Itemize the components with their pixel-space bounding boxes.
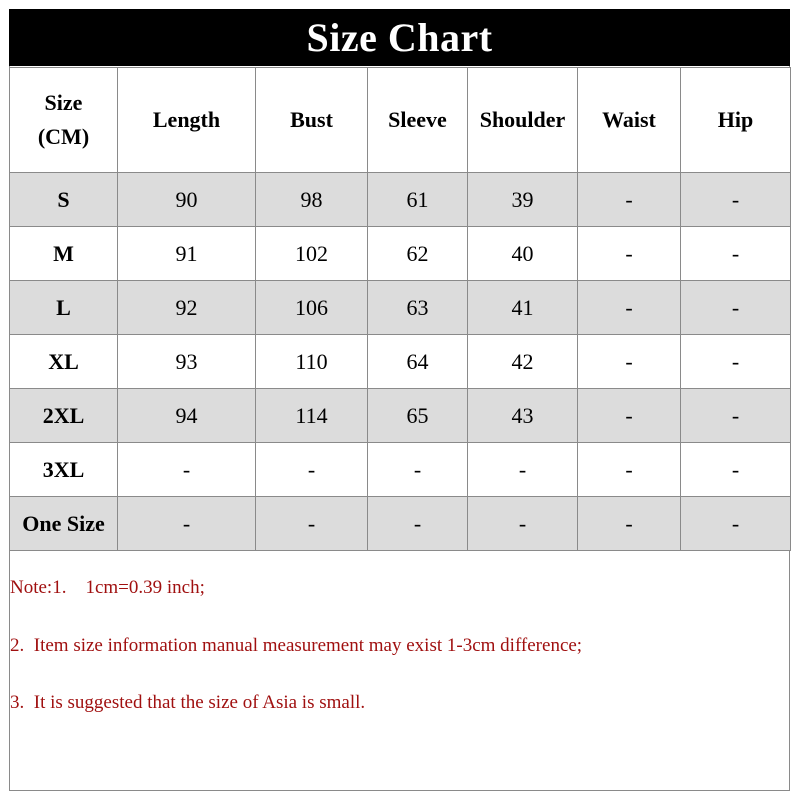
table-cell: - xyxy=(681,497,791,551)
note-1: Note:1. 1cm=0.39 inch; xyxy=(10,577,205,598)
table-cell: - xyxy=(578,443,681,497)
table-cell: 94 xyxy=(118,389,256,443)
table-cell: - xyxy=(468,497,578,551)
table-body xyxy=(10,173,791,551)
header-sleeve: Sleeve xyxy=(368,68,468,173)
table-row xyxy=(10,443,791,497)
size-cell: L xyxy=(10,281,118,335)
header-bust: Bust xyxy=(256,68,368,173)
table-cell: 91 xyxy=(118,227,256,281)
size-table xyxy=(9,67,791,551)
table-row xyxy=(10,281,791,335)
table-cell: 40 xyxy=(468,227,578,281)
header-size xyxy=(10,68,118,173)
table-cell: - xyxy=(468,443,578,497)
header-size-label: Size xyxy=(44,90,83,115)
size-cell: S xyxy=(10,173,118,227)
table-cell: - xyxy=(681,173,791,227)
size-cell: XL xyxy=(10,335,118,389)
table-cell: - xyxy=(368,443,468,497)
table-cell: 43 xyxy=(468,389,578,443)
note-3: 3. It is suggested that the size of Asia is small. xyxy=(10,692,366,713)
table-cell: - xyxy=(578,173,681,227)
table-row xyxy=(10,497,791,551)
table-cell: 62 xyxy=(368,227,468,281)
table-cell: 98 xyxy=(256,173,368,227)
table-cell: - xyxy=(118,497,256,551)
table-cell: 93 xyxy=(118,335,256,389)
table-cell: - xyxy=(681,281,791,335)
table-header-row xyxy=(10,68,791,173)
table-cell: - xyxy=(681,389,791,443)
table-cell: - xyxy=(578,335,681,389)
size-cell: One Size xyxy=(10,497,118,551)
table-cell: - xyxy=(681,227,791,281)
header-length: Length xyxy=(118,68,256,173)
size-cell: M xyxy=(10,227,118,281)
table-cell: 92 xyxy=(118,281,256,335)
table-cell: - xyxy=(681,443,791,497)
header-size-unit: (CM) xyxy=(37,124,90,149)
table-cell: 63 xyxy=(368,281,468,335)
table-cell: 110 xyxy=(256,335,368,389)
table-cell: - xyxy=(118,443,256,497)
table-cell: - xyxy=(578,497,681,551)
table-cell: - xyxy=(256,497,368,551)
table-cell: 64 xyxy=(368,335,468,389)
table-cell: 102 xyxy=(256,227,368,281)
table-cell: - xyxy=(681,335,791,389)
table-cell: - xyxy=(578,389,681,443)
page-title: Size Chart xyxy=(9,9,790,66)
table-cell: 61 xyxy=(368,173,468,227)
header-hip: Hip xyxy=(681,68,791,173)
table-cell: - xyxy=(578,227,681,281)
size-cell: 3XL xyxy=(10,443,118,497)
table-row xyxy=(10,173,791,227)
table-row xyxy=(10,227,791,281)
table-cell: - xyxy=(368,497,468,551)
table-row xyxy=(10,389,791,443)
table-cell: - xyxy=(578,281,681,335)
note-2: 2. Item size information manual measurement may exist 1-3cm difference; xyxy=(10,635,583,656)
table-cell: 42 xyxy=(468,335,578,389)
header-shoulder: Shoulder xyxy=(468,68,578,173)
table-cell: 41 xyxy=(468,281,578,335)
size-cell: 2XL xyxy=(10,389,118,443)
table-cell: - xyxy=(256,443,368,497)
table-cell: 114 xyxy=(256,389,368,443)
table-cell: 65 xyxy=(368,389,468,443)
table-cell: 39 xyxy=(468,173,578,227)
header-waist: Waist xyxy=(578,68,681,173)
table-cell: 106 xyxy=(256,281,368,335)
table-cell: 90 xyxy=(118,173,256,227)
table-row xyxy=(10,335,791,389)
